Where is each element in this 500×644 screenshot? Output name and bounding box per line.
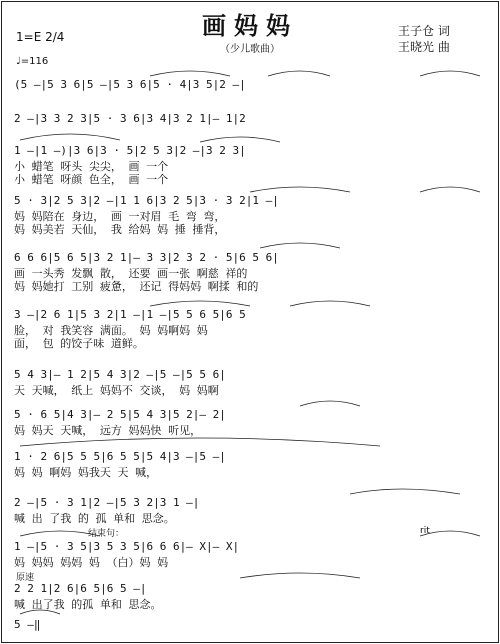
lyric-line-11a: 妈 妈妈 妈妈 妈 （白）妈 妈: [14, 556, 169, 569]
lyricist-credit: 王子仓 词: [398, 24, 450, 38]
lyric-line-10a: 喊 出 了我 的 孤 单和 思念。: [14, 512, 175, 525]
rit-marker: rit: [420, 526, 430, 536]
lyric-line-4a: 妈 妈陪在 身边， 画 一对眉 毛 弯 弯，: [14, 210, 226, 223]
lyric-line-4b: 妈 妈美若 天仙， 我 给妈 妈 捶 捶背，: [14, 223, 226, 236]
original-tempo-marker: 原速: [16, 573, 35, 583]
composer-credit: 王晓光 曲: [398, 40, 450, 54]
notation-line-5: 6 6 6|5 6 5|3 2 1|— 3 3|2 3 2 · 5|6 5 6|: [14, 251, 279, 264]
lyric-line-5b: 妈 妈她打 工别 疲惫， 还记 得妈妈 啊揉 和的: [14, 280, 259, 293]
notation-line-10: 2 —|5 · 3 1|2 —|5 3 2|3 1 —|: [14, 496, 200, 509]
notation-line-11: 1 —|5 · 3 5|3 5 3 5|6 6 6|— X|— X|: [14, 540, 240, 553]
lyric-line-6b: 面， 包 的饺子味 道鲜。: [14, 337, 144, 350]
notation-line-7: 5 4 3|— 1 2|5 4 3|2 —|5 —|5 5 6|: [14, 368, 226, 381]
lyric-line-3b: 小 蜡笔 呀颜 色全， 画 一个: [14, 173, 169, 186]
notation-line-9: 1 · 2 6|5 5 5|6 5 5|5 4|3 —|5 —|: [14, 450, 226, 463]
lyric-line-6a: 脸， 对 我笑容 满面。 妈 妈啊妈 妈: [14, 324, 208, 337]
key-signature: 1=E 2/4: [16, 30, 65, 44]
notation-line-12: 2 2 1|2 6|6 5|6 5 —|: [14, 582, 147, 595]
notation-line-4: 5 · 3|2 5 3|2 —|1 1 6|3 2 5|3 · 3 2|1 —|: [14, 194, 279, 207]
notation-line-3: 1 —|1 —)|3 6|3 · 5|2 5 3|2 —|3 2 3|: [14, 144, 246, 157]
lyric-line-7a: 天 天喊， 纸上 妈妈不 交谈， 妈 妈啊: [14, 384, 219, 397]
song-title: 画妈妈: [202, 11, 298, 40]
notation-line-13: 5 —‖: [14, 618, 41, 631]
notation-line-8: 5 · 6 5|4 3|— 2 5|5 4 3|5 2|— 2|: [14, 408, 226, 421]
notation-line-6: 3 —|2 6 1|5 3 2|1 —|1 —|5 5 6 5|6 5: [14, 308, 246, 321]
lyric-line-9a: 妈 妈 啊妈 妈我天 天 喊，: [14, 466, 158, 479]
notation-line-2: 2 —|3 3 2 3|5 · 3 6|3 4|3 2 1|— 1|2: [14, 112, 246, 125]
lyric-line-5a: 画 一头秀 发飘 散， 还要 画一张 啊慈 祥的: [14, 267, 248, 280]
notation-line-1: (5 —|5 3 6|5 —|5 3 6|5 · 4|3 5|2 —|: [14, 78, 246, 91]
lyric-line-8a: 妈 妈天 天喊， 远方 妈妈快 听见，: [14, 424, 202, 437]
lyric-line-12a: 喊 出了我 的孤 单和 思念。: [14, 598, 162, 611]
tempo-mark: ♩=116: [16, 56, 49, 67]
song-subtitle: （少儿歌曲）: [220, 44, 280, 55]
lyric-line-3a: 小 蜡笔 呀头 尖尖， 画 一个: [14, 160, 169, 173]
ending-marker: 结束句：: [88, 529, 125, 539]
